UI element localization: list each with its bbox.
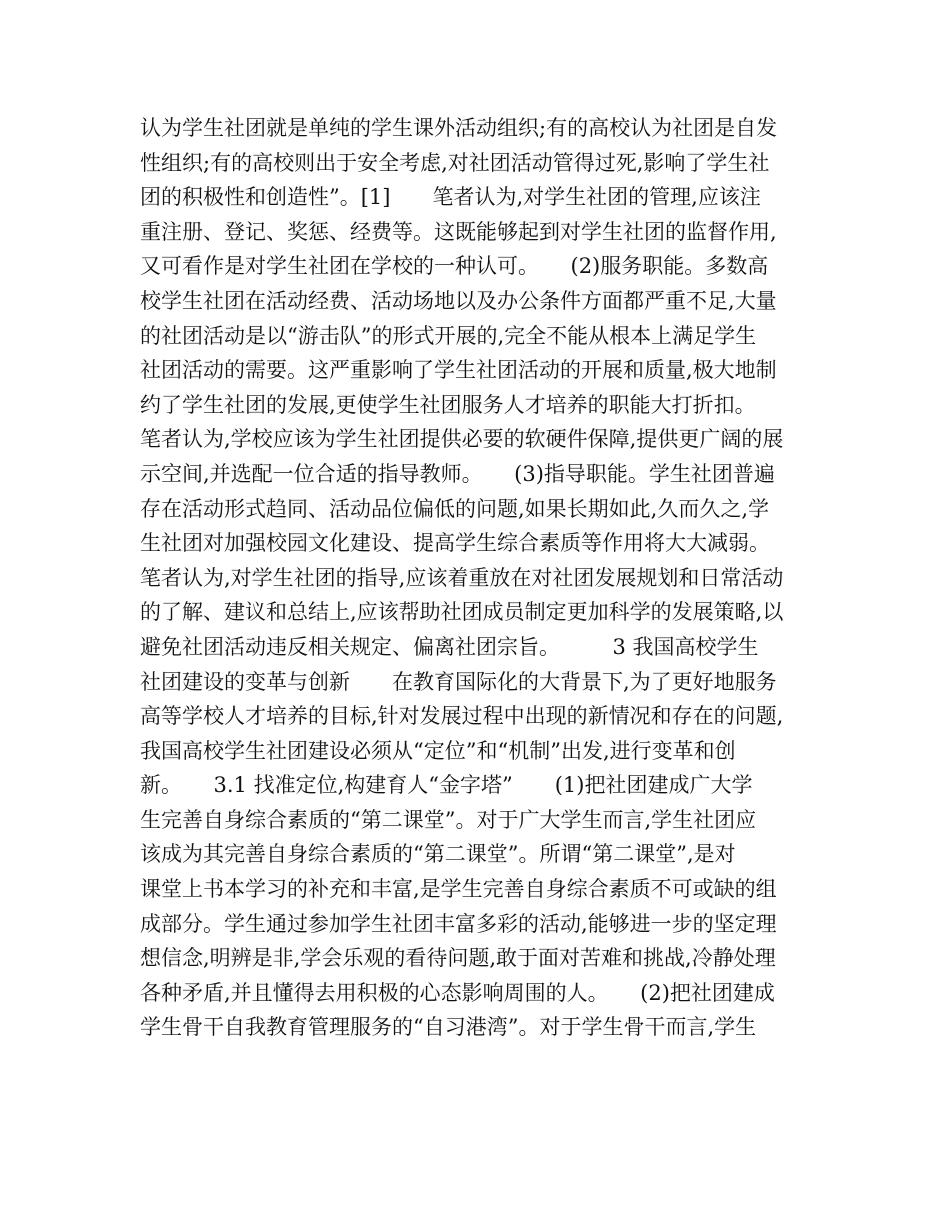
body-text — [140, 111, 820, 1045]
text-line: 笔者认为,对学生社团的指导,应该着重放在对社团发展规划和日常活动 — [140, 565, 784, 590]
text-line: 该成为其完善自身综合素质的“第二课堂”。所谓“第二课堂”,是对 — [140, 842, 736, 867]
text-line: 的社团活动是以“游击队”的形式开展的,完全不能从根本上满足学生 — [140, 323, 757, 348]
text-line: 校学生社团在活动经费、活动场地以及办公条件方面都严重不足,大量 — [140, 288, 777, 313]
text-line: 新。 3.1 找准定位,构建育人“金字塔” (1)把社团建成广大学 — [140, 773, 753, 798]
text-line: 各种矛盾,并且懂得去用积极的心态影响周围的人。 (2)把社团建成 — [140, 980, 775, 1005]
text-line: 存在活动形式趋同、活动品位偏低的问题,如果长期如此,久而久之,学 — [140, 496, 770, 521]
text-line: 社团活动的需要。这严重影响了学生社团活动的开展和质量,极大地制 — [140, 358, 777, 383]
text-line: 又可看作是对学生社团在学校的一种认可。 (2)服务职能。多数高 — [140, 254, 769, 279]
text-line: 认为学生社团就是单纯的学生课外活动组织;有的高校认为社团是自发 — [140, 116, 778, 140]
text-line: 笔者认为,学校应该为学生社团提供必要的软硬件保障,提供更广阔的展 — [140, 427, 784, 452]
text-line: 约了学生社团的发展,更使学生社团服务人才培养的职能大打折扣。 — [140, 392, 756, 417]
text-line: 示空间,并选配一位合适的指导教师。 (3)指导职能。学生社团普遍 — [140, 461, 775, 486]
text-line: 生完善自身综合素质的“第二课堂”。对于广大学生而言,学生社团应 — [140, 807, 757, 832]
text-line: 成部分。学生通过参加学生社团丰富多彩的活动,能够进一步的坚定理 — [140, 911, 777, 936]
text-line: 的了解、建议和总结上,应该帮助社团成员制定更加科学的发展策略,以 — [140, 600, 784, 625]
text-line: 课堂上书本学习的补充和丰富,是学生完善自身综合素质不可或缺的组 — [140, 877, 777, 902]
text-line: 避免社团活动违反相关规定、偏离社团宗旨。 3 我国高校学生 — [140, 634, 759, 659]
text-line: 性组织;有的高校则出于安全考虑,对社团活动管得过死,影响了学生社 — [140, 150, 770, 175]
text-line: 学生骨干自我教育管理服务的“自习港湾”。对于学生骨干而言,学生 — [140, 1015, 757, 1040]
text-line: 高等学校人才培养的目标,针对发展过程中出现的新情况和存在的问题, — [140, 704, 784, 729]
text-line: 重注册、登记、奖惩、经费等。这既能够起到对学生社团的监督作用, — [140, 219, 777, 244]
text-line: 我国高校学生社团建设必须从“定位”和“机制”出发,进行变革和创 — [140, 738, 736, 763]
text-line: 生社团对加强校园文化建设、提高学生综合素质等作用将大大减弱。 — [140, 531, 770, 556]
text-line: 想信念,明辨是非,学会乐观的看待问题,敢于面对苦难和挑战,冷静处理 — [140, 946, 776, 971]
text-line: 社团建设的变革与创新 在教育国际化的大背景下,为了更好地服务 — [140, 669, 777, 694]
text-line: 团的积极性和创造性”。[1] 笔者认为,对学生社团的管理,应该注 — [140, 185, 761, 210]
